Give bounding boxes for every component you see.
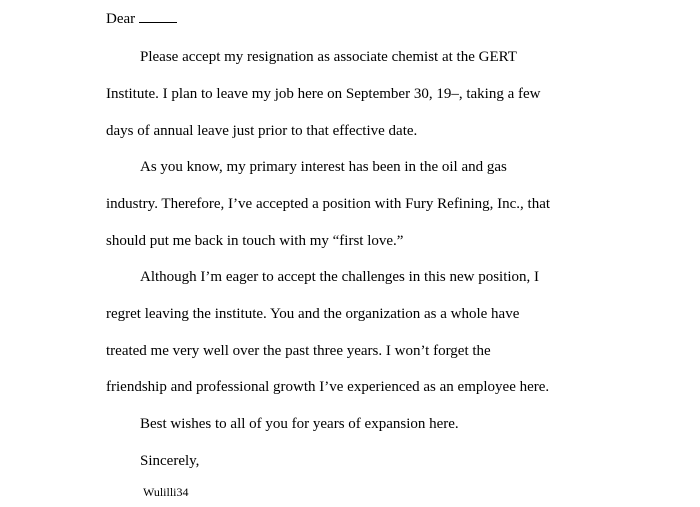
paragraph-1-line-1: Please accept my resignation as associate chemist at the GERT	[140, 49, 517, 65]
paragraph-3-line-4: friendship and professional growth I’ve experienced as an employee here.	[106, 379, 550, 395]
paragraph-2-line-2: industry. Therefore, I’ve accepted a position with Fury Refining, Inc., that	[106, 196, 551, 212]
closing: Sincerely,	[140, 453, 200, 469]
paragraph-3-line-1: Although I’m eager to accept the challenges in this new position, I	[140, 269, 540, 285]
salutation	[106, 10, 177, 28]
paragraph-1-line-3: days of annual leave just prior to that effective date.	[106, 123, 418, 139]
signature: Wulilli34	[143, 485, 189, 499]
paragraph-3-line-2: regret leaving the institute. You and the organization as a whole have	[106, 306, 520, 322]
salutation-text: Dear	[106, 11, 136, 27]
paragraph-2-line-1: As you know, my primary interest has been in the oil and gas	[140, 159, 507, 175]
paragraph-2-line-3: should put me back in touch with my “first love.”	[106, 233, 404, 249]
paragraph-4: Best wishes to all of you for years of expansion here.	[140, 416, 459, 432]
name-blank	[139, 11, 177, 23]
paragraph-3-line-3: treated me very well over the past three years. I won’t forget the	[106, 343, 491, 359]
paragraph-1-line-2: Institute. I plan to leave my job here on September 30, 19–, taking a few	[106, 86, 541, 102]
